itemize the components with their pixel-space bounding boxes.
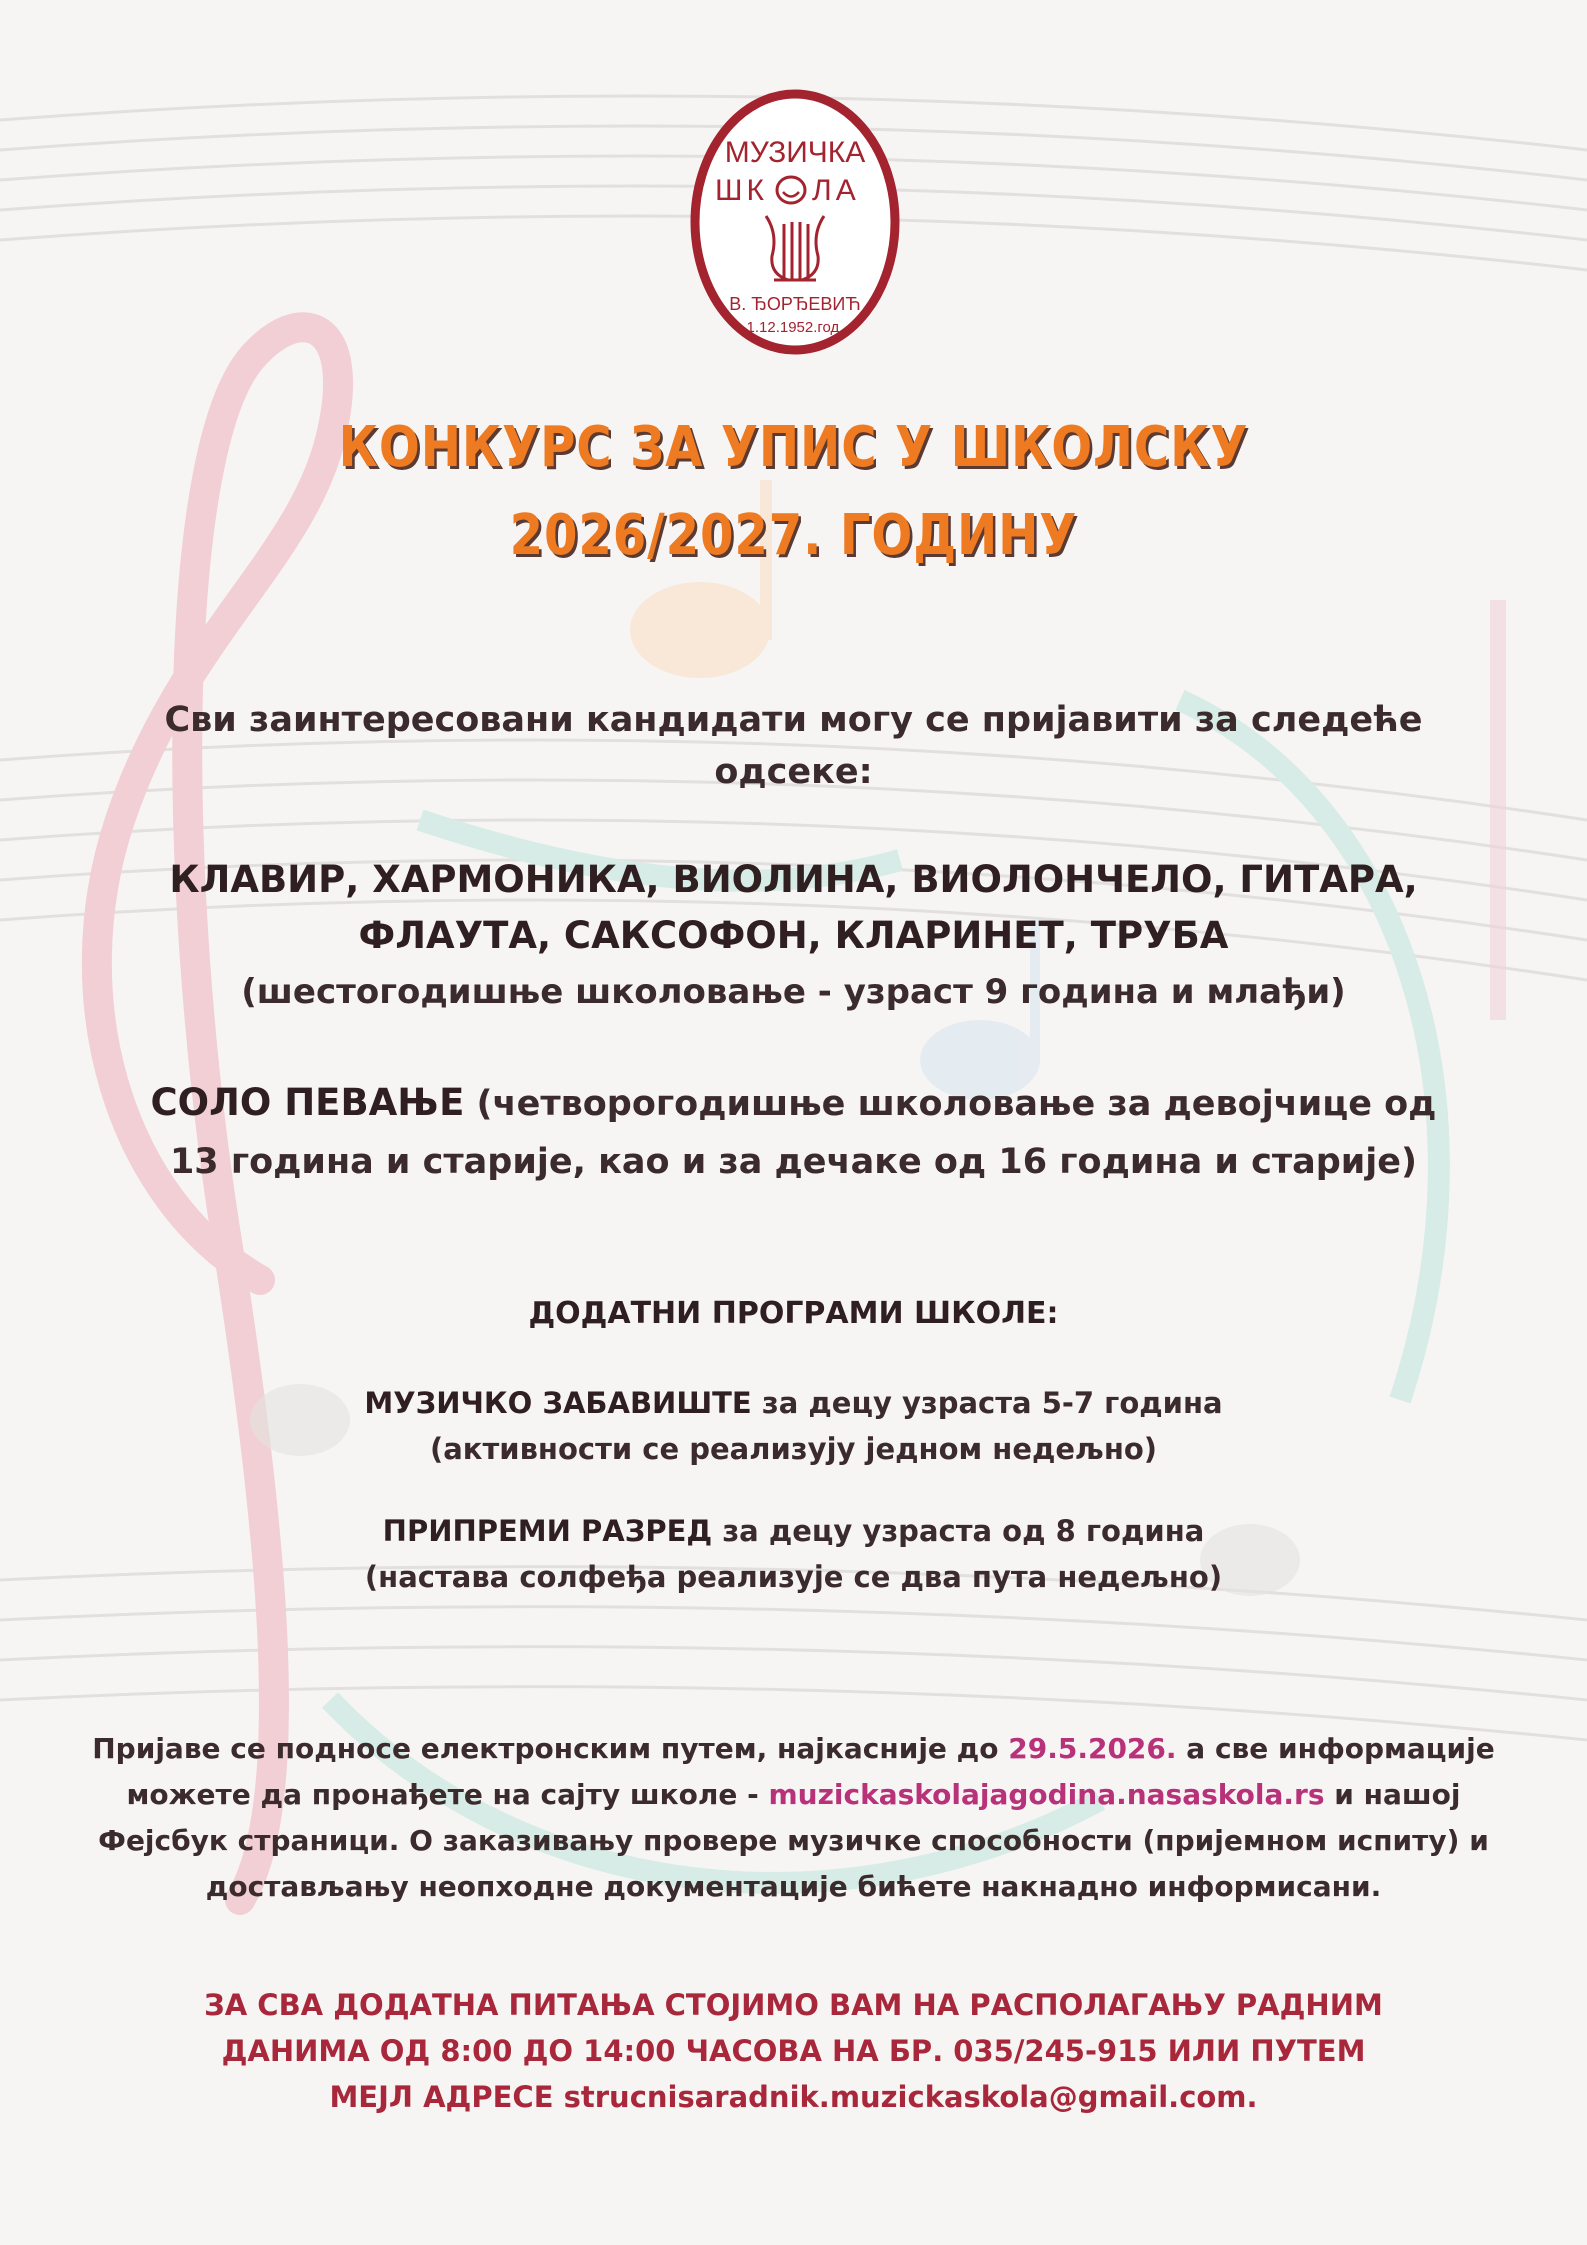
- logo-name: В. ЂОРЂЕВИЋ: [729, 294, 861, 314]
- contact-line3: МЕЈЛ АДРЕСЕ strucnisaradnik.muzickaskola@gmail.com.: [329, 2080, 1258, 2114]
- program-kindergarten: [0, 1380, 1587, 1472]
- apply-line1-b: а све информације: [1176, 1732, 1495, 1765]
- intro-text: [0, 694, 1587, 798]
- application-info: [0, 1726, 1587, 1910]
- programs-title: [0, 1296, 1587, 1331]
- logo-line2-left: ШК: [715, 174, 768, 207]
- program1-note: (активности се реализују једном недељно): [429, 1432, 1158, 1466]
- apply-line1: [0, 1726, 1587, 1772]
- apply-line2: [0, 1772, 1587, 1818]
- instruments-line1: КЛАВИР, ХАРМОНИКА, ВИОЛИНА, ВИОЛОНЧЕЛО, ГИТАРА,: [169, 858, 1418, 901]
- contact-line2: ДАНИМА ОД 8:00 ДО 14:00 ЧАСОВА НА БР. 035/245-915 ИЛИ ПУТЕМ: [221, 2034, 1366, 2068]
- school-logo: [688, 84, 902, 360]
- title-line1: КОНКУРС ЗА УПИС У ШКОЛСКУ: [338, 415, 1249, 480]
- logo-line1: МУЗИЧКА: [724, 136, 866, 169]
- solo-singing: [0, 1074, 1587, 1191]
- program2-rest: за децу узраста од 8 година: [712, 1514, 1205, 1548]
- solo-line1-rest: (четворогодишње школовање за девојчице од: [464, 1084, 1437, 1124]
- contact-line1: ЗА СВА ДОДАТНА ПИТАЊА СТОЈИМО ВАМ НА РАСПОЛАГАЊУ РАДНИМ: [204, 1988, 1383, 2022]
- solo-heading: СОЛО ПЕВАЊЕ: [150, 1081, 465, 1124]
- apply-line3: Фејсбук страници. О заказивању провере музичке способности (пријемном испиту) и: [98, 1824, 1489, 1857]
- apply-line2-b: и нашој: [1324, 1778, 1461, 1811]
- program1-line: [0, 1380, 1587, 1426]
- apply-line4: достављању неопходне документације бићете накнадно информисани.: [205, 1870, 1382, 1903]
- intro-line2: одсеке:: [714, 752, 873, 792]
- program2-note: (настава солфеђа реализује се два пута недељно): [364, 1560, 1223, 1594]
- solo-line1: [0, 1074, 1587, 1133]
- logo-line2-right: ЛА: [812, 174, 860, 207]
- logo-date: 1.12.1952.год.: [746, 319, 844, 336]
- program2-line: [0, 1508, 1587, 1554]
- title-line2: 2026/2027. ГОДИНУ: [509, 503, 1078, 568]
- intro-line1: Сви заинтересовани кандидати могу се пријавити за следеће: [164, 700, 1423, 740]
- deadline-date: 29.5.2026.: [1008, 1732, 1177, 1765]
- page-title: [111, 404, 1476, 580]
- solo-line2: 13 година и старије, као и за дечаке од 16 година и старије): [169, 1142, 1418, 1182]
- instruments-line2: ФЛАУТА, САКСОФОН, КЛАРИНЕТ, ТРУБА: [358, 914, 1229, 957]
- program2-heading: ПРИПРЕМИ РАЗРЕД: [382, 1514, 713, 1548]
- contact-info: [0, 1982, 1587, 2120]
- program1-heading: МУЗИЧКО ЗАБАВИШТЕ: [364, 1386, 752, 1420]
- programs-title-suffix: :: [1046, 1296, 1059, 1331]
- instrument-departments: [0, 852, 1587, 1020]
- programs-title-text: ДОДАТНИ ПРОГРАМИ ШКОЛЕ: [528, 1296, 1047, 1331]
- program1-rest: за децу узраста 5-7 година: [751, 1386, 1223, 1420]
- apply-line2-a: можете да пронађете на сајту школе -: [126, 1778, 769, 1811]
- program-preparatory: [0, 1508, 1587, 1600]
- instruments-note: (шестогодишње школовање - узраст 9 година и млађи): [241, 972, 1346, 1012]
- apply-line1-a: Пријаве се подносе електронским путем, најкасније до: [92, 1732, 1009, 1765]
- school-website-link[interactable]: muzickaskolajagodina.nasaskola.rs: [768, 1778, 1325, 1811]
